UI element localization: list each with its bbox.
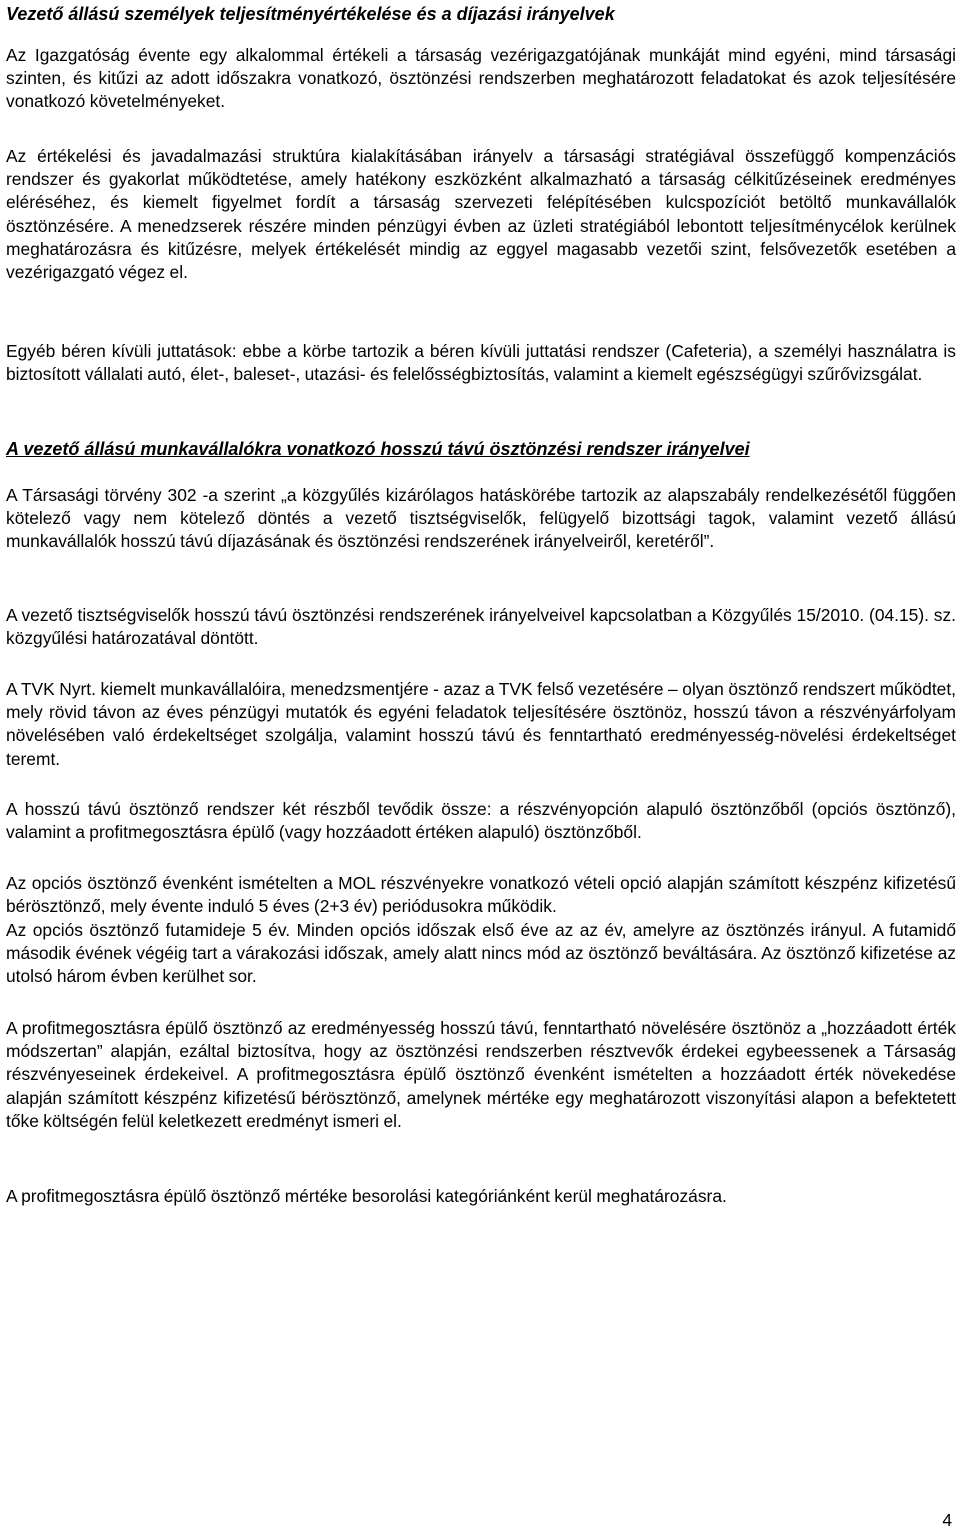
paragraph-profit-sharing-categories: A profitmegosztásra épülő ösztönző mértéke besorolási kategóriánként kerül meghatározásra. bbox=[6, 1186, 727, 1206]
paragraph-fringe-benefits: Egyéb béren kívüli juttatások: ebbe a körbe tartozik a béren kívüli juttatási rendszer (Cafeteria), a személyi használatra is biztosított vállalati autó, élet-, baleset-, utazási- és felelősségbiztosítás, valamint a kiemelt egészségügyi szűrővizsgálat. bbox=[6, 341, 956, 385]
paragraph-tvk-incentive: A TVK Nyrt. kiemelt munkavállalóira, menedzsmentjére - azaz a TVK felső vezetésére – olyan ösztönző rendszert működtet, mely rövid távon az éves pénzügyi mutatók és egyéni feladatok teljesítésére ösztönöz, hosszú távon a részvényárfolyam növelésében való érdekeltséget szolgálja, valamint hosszú távú és fenntartható eredményesség-növelési érdekeltséget teremt. bbox=[6, 679, 956, 769]
paragraph-option-incentive: Az opciós ösztönző évenként ismételten a MOL részvényekre vonatkozó vételi opció alapján számított készpénz kifizetésű bérösztönző, mely évente induló 5 éves (2+3 év) periódusokra működik. bbox=[6, 873, 956, 917]
paragraph-board-evaluation: Az Igazgatóság évente egy alkalommal értékeli a társaság vezérigazgatójának munkáját mind egyéni, mind társasági szinten, és kitűzi az adott időszakra vonatkozó, ösztönzési rendszerben meghatározott feladatokat és azok teljesítésére vonatkozó követelményeket. bbox=[6, 45, 956, 112]
page-number: 4 bbox=[942, 1510, 952, 1530]
paragraph-compensation-structure: Az értékelési és javadalmazási struktúra kialakításában irányelv a társasági stratégiával összefüggő kompenzációs rendszer és gyakorlat működtetése, amely hatékony eszközként alkalmazható a társaság célkitűzéseinek eredményes eléréséhez, és kiemelt figyelmet fordít a társaság szervezeti felépítésében kulcspozíciót betöltő munkavállalók ösztönzésére. A menedzserek részére minden pénzügyi évben az üzleti stratégiából lebontott teljesítménycélok kerülnek meghatározásra és kitűzésre, melyek értékelését mindig az eggyel magasabb vezetői szint, felsővezetők esetében a vezérigazgató végez el. bbox=[6, 146, 956, 283]
paragraph-company-law: A Társasági törvény 302 -a szerint „a közgyűlés kizárólagos hatáskörébe tartozik az alapszabály rendelkezésétől függően kötelező vagy nem kötelező döntés a vezető tisztségviselők, felügyelő bizottsági tagok, valamint vezető állású munkavállalók hosszú távú díjazásának és ösztönzési rendszerének irányelveiről, keretéről”. bbox=[6, 485, 956, 552]
paragraph-option-term: Az opciós ösztönző futamideje 5 év. Minden opciós időszak első éve az az év, amelyre az ösztönzés irányul. A futamidő második évének végéig tart a várakozási időszak, amely alatt nincs mód az ösztönző beváltására. Az ösztönző kifizetése az utolsó három évben kerülhet sor. bbox=[6, 920, 956, 987]
paragraph-two-components: A hosszú távú ösztönző rendszer két részből tevődik össze: a részvényopción alapuló ösztönzőből (opciós ösztönző), valamint a profitmegosztásra épülő (vagy hozzáadott értéken alapuló) ösztönzőből. bbox=[6, 799, 956, 843]
paragraph-general-meeting-resolution: A vezető tisztségviselők hosszú távú ösztönzési rendszerének irányelveivel kapcsolatban a Közgyűlés 15/2010. (04.15). sz. közgyűlési határozatával döntött. bbox=[6, 605, 956, 649]
section-heading-performance: Vezető állású személyek teljesítményértékelése és a díjazási irányelvek bbox=[6, 4, 615, 24]
paragraph-profit-sharing: A profitmegosztásra épülő ösztönző az eredményesség hosszú távú, fenntartható növelésére ösztönöz a „hozzáadott érték módszertan” alapján, ezáltal biztosítva, hogy az ösztönzési rendszerben résztvevők érdekei egybeessenek a Társaság részvényeseinek érdekeivel. A profitmegosztásra épülő ösztönző évenként ismételten a hozzáadott érték növekedése alapján számított készpénz kifizetésű bérösztönző, amelynek mértéke egy meghatározott viszonyítási alapon a befektetett tőke költségén felül keletkezett eredményt ismeri el. bbox=[6, 1018, 956, 1131]
section-heading-long-term-incentive: A vezető állású munkavállalókra vonatkozó hosszú távú ösztönzési rendszer irányelvei bbox=[6, 439, 750, 459]
